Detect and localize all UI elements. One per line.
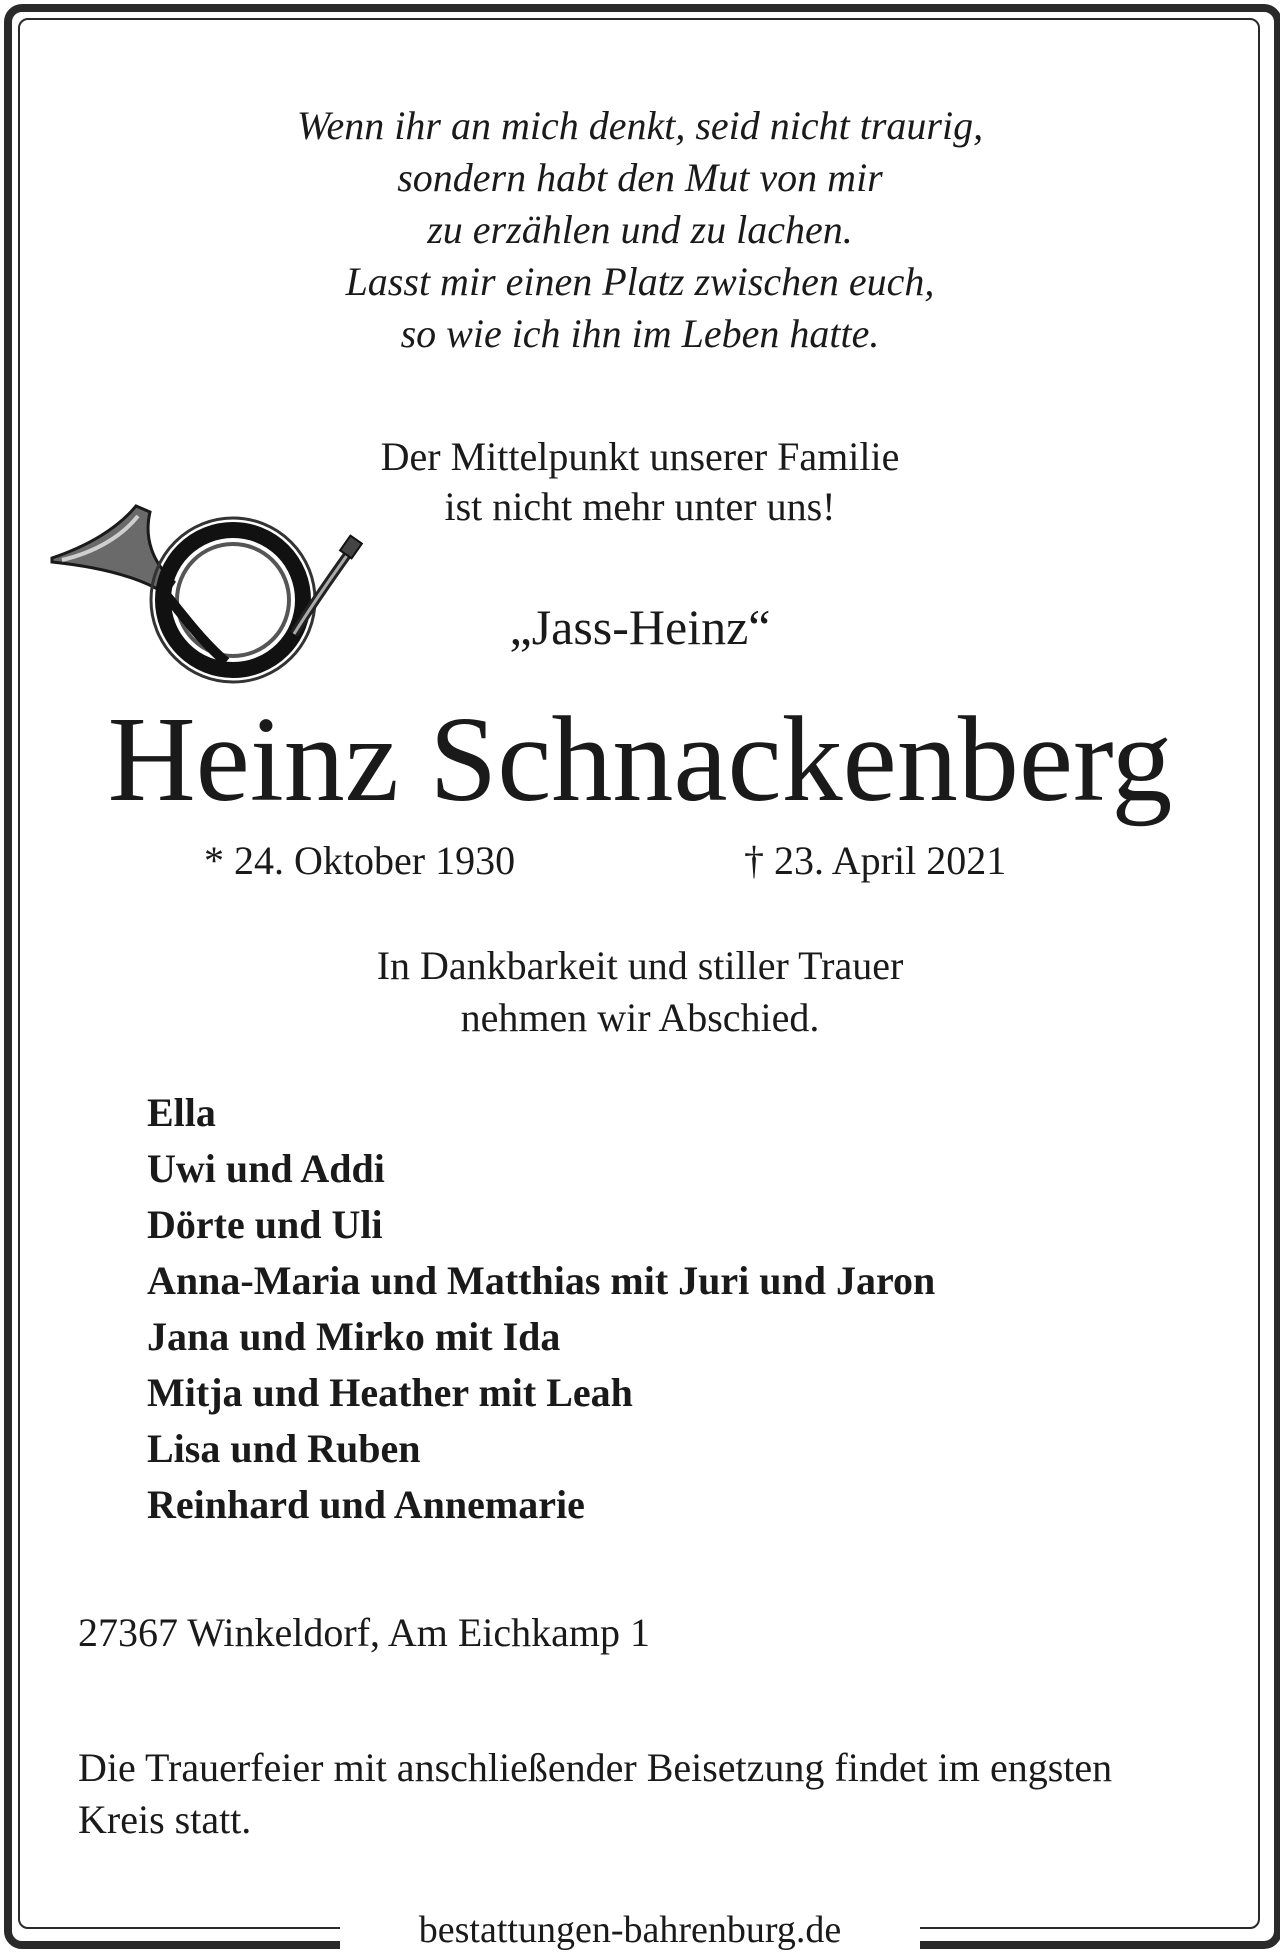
hunting-horn-icon [48,498,368,688]
family-member: Reinhard und Annemarie [147,1482,585,1527]
poem-line: Lasst mir einen Platz zwischen euch, [345,259,935,304]
family-member: Jana und Mirko mit Ida [147,1314,561,1359]
poem [0,100,1280,360]
family-member: Dörte und Uli [147,1202,383,1247]
deceased-nickname: „Jass-Heinz“ [509,599,771,655]
address: 27367 Winkeldorf, Am Eichkamp 1 [78,1610,651,1655]
intro-line: Der Mittelpunkt unserer Familie [380,434,900,479]
farewell-line: nehmen wir Abschied. [460,995,820,1040]
family-member: Mitja und Heather mit Leah [147,1370,633,1415]
poem-line: so wie ich ihn im Leben hatte. [400,311,880,356]
poem-line: sondern habt den Mut von mir [397,155,883,200]
death-date: † 23. April 2021 [744,838,1007,883]
birth-date: * 24. Oktober 1930 [204,838,516,883]
family-list [147,1085,935,1533]
family-member: Lisa und Ruben [147,1426,421,1471]
funeral-note: Die Trauerfeier mit anschließender Beisetzung findet im engsten Kreis statt. [78,1745,1113,1842]
footer-website: bestattungen-bahrenburg.de [418,1909,842,1951]
family-member: Anna-Maria und Matthias mit Juri und Jaron [147,1258,936,1303]
farewell-text [0,940,1280,1044]
family-member: Uwi und Addi [147,1146,385,1191]
farewell-line: In Dankbarkeit und stiller Trauer [376,943,904,988]
poem-line: zu erzählen und zu lachen. [427,207,853,252]
poem-line: Wenn ihr an mich denkt, seid nicht traurig, [296,103,984,148]
family-member: Ella [147,1090,216,1135]
deceased-name: Heinz Schnackenberg [107,692,1173,827]
intro-line: ist nicht mehr unter uns! [444,484,836,529]
